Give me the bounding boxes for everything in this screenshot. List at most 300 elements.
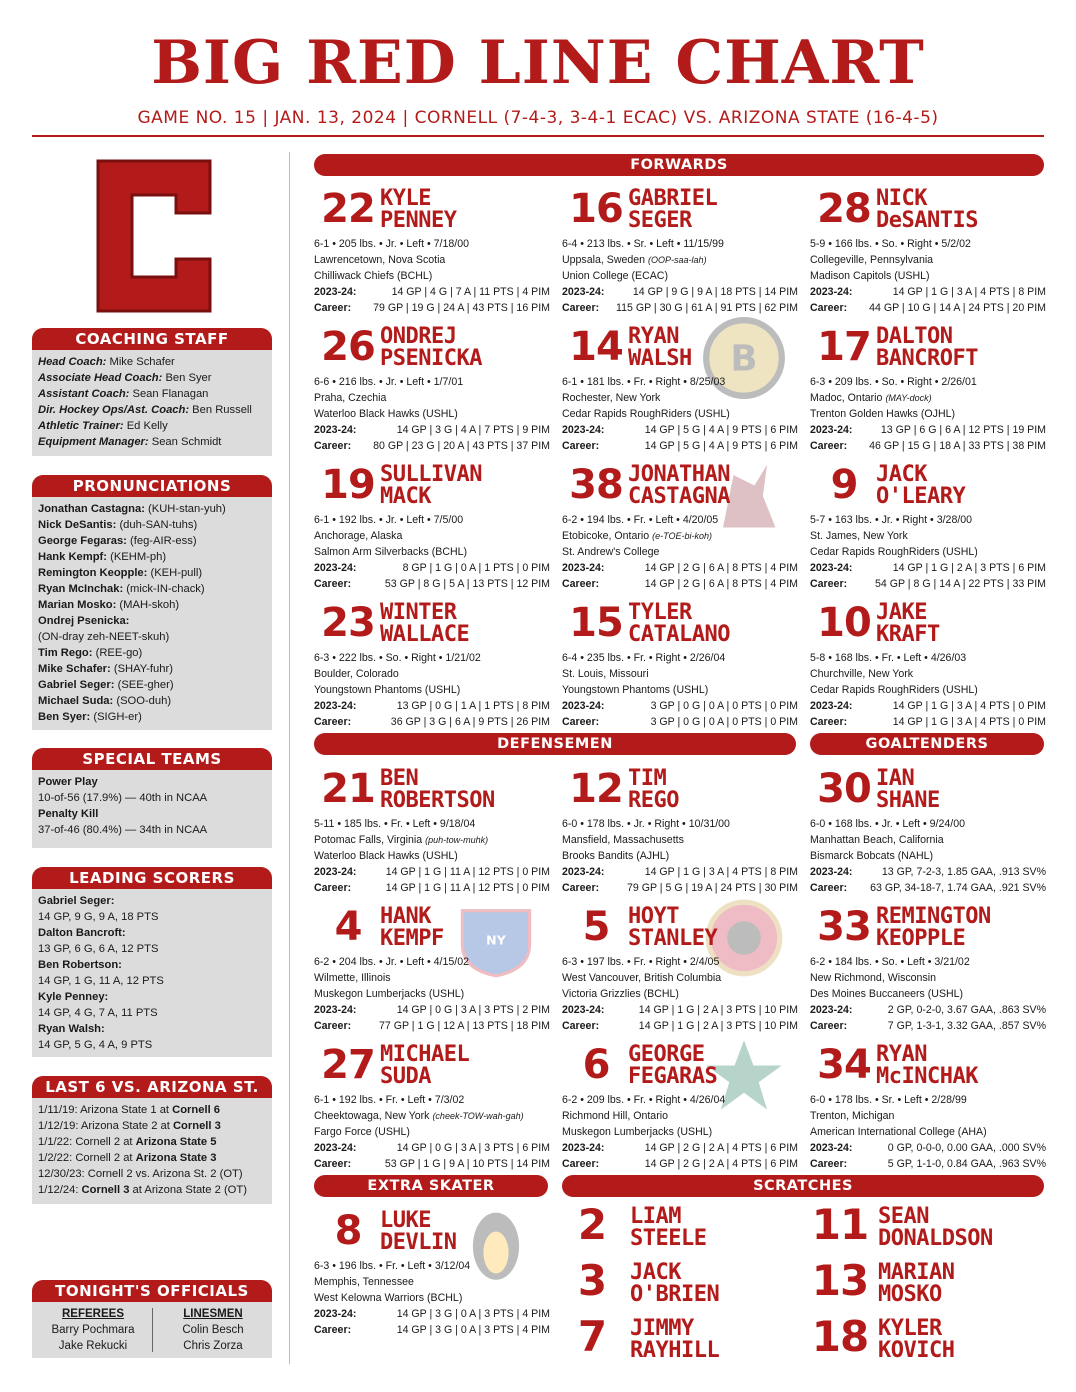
- career-value: 14 GP | 1 G | 11 A | 12 PTS | 0 PIM: [385, 882, 550, 894]
- hometown-text: Trenton, Michigan: [810, 1110, 895, 1122]
- player-first-name: TIM: [628, 766, 667, 791]
- scorer-name-text: Ryan Walsh:: [38, 1023, 105, 1035]
- player-last-name: ROBERTSON: [380, 788, 495, 813]
- player-card: [314, 324, 550, 452]
- player-card: [314, 462, 550, 590]
- pronunciation-row: [38, 645, 266, 661]
- hometown-text: Uppsala, Sweden: [562, 254, 646, 266]
- hometown-text: Rochester, New York: [562, 392, 661, 404]
- power-play-label: Power Play: [38, 776, 98, 788]
- season-value: 8 GP | 1 G | 0 A | 1 PTS | 0 PIM: [402, 562, 550, 574]
- hometown-text: Churchville, New York: [810, 668, 914, 680]
- player-bio: 6-1 • 205 lbs. • Jr. • Left • 7/18/00: [314, 238, 469, 250]
- season-value: 14 GP | 2 G | 6 A | 8 PTS | 4 PIM: [644, 562, 798, 574]
- scorer-name-text: Dalton Bancroft:: [38, 927, 126, 939]
- career-value: 46 GP | 15 G | 18 A | 33 PTS | 38 PIM: [869, 440, 1046, 452]
- result-row: [38, 1134, 266, 1150]
- season-value: 14 GP | 3 G | 0 A | 3 PTS | 4 PIM: [396, 1308, 550, 1320]
- season-label: 2023-24:: [810, 562, 853, 574]
- player-name: [628, 1044, 717, 1088]
- player-info: [314, 512, 550, 592]
- pronunciation-guide: (SEE-gher): [114, 679, 174, 691]
- player-info: [810, 954, 1046, 1034]
- player-name: [878, 1318, 954, 1362]
- player-last-name: KEOPPLE: [876, 926, 966, 951]
- player-first-name: RYAN: [628, 324, 679, 349]
- scorer-line: 14 GP, 1 G, 11 A, 12 PTS: [38, 975, 164, 987]
- player-card: [314, 904, 550, 1032]
- season-label: 2023-24:: [314, 700, 357, 712]
- pronunciation-row: [38, 677, 266, 693]
- officials-title: TONIGHT'S OFFICIALS: [32, 1280, 272, 1302]
- player-first-name: SEAN: [878, 1204, 929, 1229]
- previous-team: West Kelowna Warriors (BCHL): [314, 1292, 463, 1304]
- player-first-name: LIAM: [630, 1204, 681, 1229]
- hometown-pronunciation: (OOP-saa-lah): [648, 255, 707, 265]
- jersey-number: 2: [577, 1200, 607, 1249]
- previous-team: Fargo Force (USHL): [314, 1126, 410, 1138]
- jersey-number: 23: [321, 600, 375, 646]
- player-last-name: RAYHILL: [630, 1338, 720, 1363]
- season-label: 2023-24:: [314, 286, 357, 298]
- career-label: Career:: [314, 1020, 352, 1032]
- career-stats: [314, 576, 550, 592]
- pronunciation-name: Ondrej Psenicka:: [38, 615, 130, 627]
- season-value: 14 GP | 1 G | 3 A | 4 PTS | 8 PIM: [892, 286, 1046, 298]
- player-first-name: KYLE: [380, 186, 431, 211]
- coach-row: [38, 370, 266, 386]
- player-last-name: McINCHAK: [876, 1064, 978, 1089]
- jersey-number: 28: [817, 186, 871, 232]
- pronunciation-name: George Fegaras:: [38, 535, 127, 547]
- previous-team: Waterloo Black Hawks (USHL): [314, 408, 458, 420]
- season-label: 2023-24:: [314, 1004, 357, 1016]
- player-last-name: KRAFT: [876, 622, 940, 647]
- hometown-text: Etobicoke, Ontario: [562, 530, 650, 542]
- pronunciation-guide: (SIGH-er): [90, 711, 142, 723]
- previous-team: Union College (ECAC): [562, 270, 668, 282]
- player-info: [314, 1258, 550, 1338]
- hometown-text: Cheektowaga, New York: [314, 1110, 430, 1122]
- career-stats: [562, 714, 798, 730]
- career-label: Career:: [810, 1020, 848, 1032]
- player-card: [562, 324, 798, 452]
- season-stats: [314, 422, 550, 438]
- player-name: [380, 464, 482, 508]
- jersey-number: 33: [817, 904, 871, 950]
- jersey-number: 6: [582, 1042, 610, 1088]
- last-six-panel: [32, 1098, 272, 1204]
- player-last-name: PSENICKA: [380, 346, 482, 371]
- player-bio: 6-3 • 209 lbs. • So. • Right • 2/26/01: [810, 376, 977, 388]
- player-name: [630, 1206, 706, 1250]
- career-value: 14 GP | 1 G | 3 A | 4 PTS | 0 PIM: [892, 716, 1046, 728]
- coach-name: Ben Syer: [162, 372, 212, 384]
- player-info: [810, 236, 1046, 316]
- player-name: [876, 188, 978, 232]
- pronunciation-guide: (feg-AIR-ess): [126, 535, 197, 547]
- scratch-player: [562, 1202, 792, 1256]
- coach-role: Assistant Coach:: [38, 388, 130, 400]
- player-card: [562, 1042, 798, 1170]
- season-stats: [314, 560, 550, 576]
- jersey-number: 12: [569, 766, 623, 812]
- player-name: [628, 906, 717, 950]
- career-value: 7 GP, 1-3-1, 3.32 GAA, .857 SV%: [887, 1020, 1046, 1032]
- player-card: [810, 462, 1046, 590]
- player-name: [876, 906, 991, 950]
- player-hometown: [562, 832, 798, 848]
- pronunciations-title: PRONUNCIATIONS: [32, 475, 272, 497]
- player-last-name: PENNEY: [380, 208, 457, 233]
- scorer-line: 13 GP, 6 G, 6 A, 12 PTS: [38, 943, 159, 955]
- player-last-name: REGO: [628, 788, 679, 813]
- career-value: 14 GP | 3 G | 0 A | 3 PTS | 4 PIM: [396, 1324, 550, 1336]
- season-stats: [562, 1140, 798, 1156]
- career-label: Career:: [562, 578, 600, 590]
- player-bio: 6-3 • 197 lbs. • Fr. • Right • 2/4/05: [562, 956, 720, 968]
- pronunciation-name: Marian Mosko:: [38, 599, 117, 611]
- pronunciation-guide: (SOO-duh): [113, 695, 172, 707]
- player-last-name: MACK: [380, 484, 431, 509]
- previous-team: American International College (AHA): [810, 1126, 987, 1138]
- career-value: 5 GP, 1-1-0, 0.84 GAA, .963 SV%: [887, 1158, 1046, 1170]
- career-value: 54 GP | 8 G | 14 A | 22 PTS | 33 PIM: [875, 578, 1046, 590]
- career-label: Career:: [314, 716, 352, 728]
- player-name: [876, 602, 940, 646]
- season-stats: [314, 284, 550, 300]
- player-first-name: RYAN: [876, 1042, 927, 1067]
- player-info: [562, 954, 798, 1034]
- season-value: 14 GP | 4 G | 7 A | 11 PTS | 4 PIM: [391, 286, 550, 298]
- player-bio: 6-4 • 213 lbs. • Sr. • Left • 11/15/99: [562, 238, 724, 250]
- player-info: [810, 1092, 1046, 1172]
- pronunciation-row: [38, 661, 266, 677]
- hometown-text: St. James, New York: [810, 530, 908, 542]
- player-bio: 6-6 • 216 lbs. • Jr. • Left • 1/7/01: [314, 376, 464, 388]
- jersey-number: 19: [321, 462, 375, 508]
- pronunciation-row: [38, 565, 266, 581]
- player-first-name: MARIAN: [878, 1260, 955, 1285]
- season-value: 13 GP | 6 G | 6 A | 12 PTS | 19 PIM: [880, 424, 1046, 436]
- scratch-player: [562, 1314, 792, 1368]
- career-stats: [314, 300, 550, 316]
- player-card: [314, 1208, 550, 1336]
- jersey-number: 22: [321, 186, 375, 232]
- jersey-number: 5: [582, 904, 610, 950]
- player-bio: 6-2 • 184 lbs. • So. • Left • 3/21/02: [810, 956, 970, 968]
- season-stats: [562, 284, 798, 300]
- career-value: 79 GP | 19 G | 24 A | 43 PTS | 16 PIM: [373, 302, 550, 314]
- previous-team: Youngstown Phantoms (USHL): [314, 684, 461, 696]
- season-stats: [810, 698, 1046, 714]
- result-text: 1/11/19: Arizona State 1 at: [38, 1104, 173, 1116]
- season-stats: [562, 1002, 798, 1018]
- career-label: Career:: [562, 716, 600, 728]
- player-last-name: WALLACE: [380, 622, 470, 647]
- career-stats: [810, 880, 1046, 896]
- player-info: [314, 650, 550, 730]
- player-last-name: WALSH: [628, 346, 692, 371]
- career-label: Career:: [314, 1158, 352, 1170]
- player-hometown: [562, 528, 798, 544]
- hometown-text: Memphis, Tennessee: [314, 1276, 414, 1288]
- player-name: [878, 1262, 954, 1306]
- season-value: 14 GP | 0 G | 3 A | 3 PTS | 2 PIM: [396, 1004, 550, 1016]
- player-name: [628, 326, 692, 370]
- career-value: 14 GP | 2 G | 2 A | 4 PTS | 6 PIM: [644, 1158, 798, 1170]
- player-first-name: JIMMY: [630, 1316, 694, 1341]
- player-card: [810, 766, 1046, 894]
- season-value: 13 GP | 0 G | 1 A | 1 PTS | 8 PIM: [396, 700, 550, 712]
- pronunciation-name: Michael Suda:: [38, 695, 114, 707]
- player-last-name: STANLEY: [628, 926, 718, 951]
- scorer-line: 14 GP, 9 G, 9 A, 18 PTS: [38, 911, 159, 923]
- pronunciation-guide: (mick-IN-chack): [123, 583, 205, 595]
- coach-role: Associate Head Coach:: [38, 372, 163, 384]
- player-bio: 5-11 • 185 lbs. • Fr. • Left • 9/18/04: [314, 818, 476, 830]
- player-card: [314, 1042, 550, 1170]
- pronunciation-row: [38, 581, 266, 597]
- player-last-name: KEMPF: [380, 926, 444, 951]
- season-label: 2023-24:: [810, 1142, 853, 1154]
- career-label: Career:: [562, 882, 600, 894]
- pronunciation-row: [38, 709, 266, 725]
- coach-name: Mike Schafer: [106, 356, 175, 368]
- player-first-name: HOYT: [628, 904, 679, 929]
- svg-text:NY: NY: [486, 932, 506, 948]
- player-card: [562, 904, 798, 1032]
- hometown-text: New Richmond, Wisconsin: [810, 972, 936, 984]
- officials-panel: [32, 1302, 272, 1358]
- player-name: [628, 602, 730, 646]
- player-bio: 6-2 • 209 lbs. • Fr. • Right • 4/26/04: [562, 1094, 726, 1106]
- scorer-name-text: Kyle Penney:: [38, 991, 109, 1003]
- career-label: Career:: [314, 440, 352, 452]
- season-value: 14 GP | 0 G | 3 A | 3 PTS | 6 PIM: [396, 1142, 550, 1154]
- career-stats: [314, 880, 550, 896]
- hometown-text: Anchorage, Alaska: [314, 530, 403, 542]
- jersey-number: 15: [569, 600, 623, 646]
- player-card: [562, 462, 798, 590]
- career-stats: [562, 576, 798, 592]
- player-name: [380, 602, 469, 646]
- jersey-number: 27: [321, 1042, 375, 1088]
- player-card: [810, 324, 1046, 452]
- previous-team: Cedar Rapids RoughRiders (USHL): [810, 546, 978, 558]
- season-value: 0 GP, 0-0-0, 0.00 GAA, .000 SV%: [887, 1142, 1046, 1154]
- season-stats: [810, 560, 1046, 576]
- special-teams-title: SPECIAL TEAMS: [32, 748, 272, 770]
- player-name: [876, 326, 978, 370]
- season-stats: [810, 864, 1046, 880]
- player-hometown: [314, 1274, 550, 1290]
- season-value: 14 GP | 1 G | 3 A | 4 PTS | 8 PIM: [644, 866, 798, 878]
- svg-text:B: B: [730, 338, 758, 380]
- career-stats: [562, 1156, 798, 1172]
- career-value: 79 GP | 5 G | 19 A | 24 PTS | 30 PIM: [627, 882, 798, 894]
- result-winner: Cornell 3: [172, 1120, 221, 1132]
- pronunciation-guide: (KEH-pull): [147, 567, 203, 579]
- player-last-name: O'LEARY: [876, 484, 966, 509]
- career-label: Career:: [810, 716, 848, 728]
- player-info: [562, 236, 798, 316]
- hometown-text: St. Louis, Missouri: [562, 668, 649, 680]
- player-first-name: HANK: [380, 904, 431, 929]
- hometown-text: Wilmette, Illinois: [314, 972, 391, 984]
- career-stats: [562, 438, 798, 454]
- result-row: [38, 1150, 266, 1166]
- player-info: [562, 374, 798, 454]
- column-divider: [289, 152, 290, 1364]
- player-card: [314, 766, 550, 894]
- season-value: 14 GP | 9 G | 9 A | 18 PTS | 14 PIM: [632, 286, 798, 298]
- player-name: [630, 1318, 719, 1362]
- linesman-name: Chris Zorza: [183, 1340, 243, 1352]
- season-label: 2023-24:: [810, 1004, 853, 1016]
- coach-row: [38, 418, 266, 434]
- player-last-name: SHANE: [876, 788, 940, 813]
- player-first-name: SULLIVAN: [380, 462, 482, 487]
- player-first-name: REMINGTON: [876, 904, 991, 929]
- pronunciation-row: [38, 597, 266, 613]
- career-stats: [314, 1322, 550, 1338]
- player-hometown: [562, 1108, 798, 1124]
- jersey-number: 34: [817, 1042, 871, 1088]
- career-label: Career:: [810, 1158, 848, 1170]
- player-hometown: [562, 390, 798, 406]
- player-bio: 6-4 • 235 lbs. • Fr. • Right • 2/26/04: [562, 652, 726, 664]
- previous-team: Salmon Arm Silverbacks (BCHL): [314, 546, 468, 558]
- season-stats: [562, 864, 798, 880]
- player-bio: 6-0 • 178 lbs. • Jr. • Right • 10/31/00: [562, 818, 730, 830]
- player-bio: 6-2 • 194 lbs. • Fr. • Left • 4/20/05: [562, 514, 719, 526]
- season-label: 2023-24:: [314, 562, 357, 574]
- scorer-line: 14 GP, 4 G, 7 A, 11 PTS: [38, 1007, 158, 1019]
- scratches-header: SCRATCHES: [562, 1175, 1044, 1197]
- hometown-text: Boulder, Colorado: [314, 668, 399, 680]
- hometown-pronunciation: (MAY-dock): [885, 393, 932, 403]
- pronunciation-name: Tim Rego:: [38, 647, 93, 659]
- season-value: 14 GP | 2 G | 2 A | 4 PTS | 6 PIM: [644, 1142, 798, 1154]
- scorer-name: [38, 893, 266, 909]
- pronunciation-row: [38, 517, 266, 533]
- player-first-name: GABRIEL: [628, 186, 718, 211]
- jersey-number: 38: [569, 462, 623, 508]
- player-hometown: [562, 252, 798, 268]
- player-hometown: [562, 666, 798, 682]
- player-hometown: [314, 970, 550, 986]
- career-value: 3 GP | 0 G | 0 A | 0 PTS | 0 PIM: [650, 716, 798, 728]
- player-name: [878, 1206, 993, 1250]
- player-hometown: [810, 1108, 1046, 1124]
- career-stats: [562, 880, 798, 896]
- result-winner: Cornell 3: [81, 1184, 130, 1196]
- jersey-number: 16: [569, 186, 623, 232]
- player-name: [380, 768, 495, 812]
- extra-skater-header: EXTRA SKATER: [314, 1175, 548, 1197]
- player-last-name: CASTAGNA: [628, 484, 730, 509]
- previous-team: Muskegon Lumberjacks (USHL): [314, 988, 465, 1000]
- player-info: [314, 236, 550, 316]
- player-info: [314, 374, 550, 454]
- career-value: 44 GP | 10 G | 14 A | 24 PTS | 20 PIM: [869, 302, 1046, 314]
- jersey-number: 14: [569, 324, 623, 370]
- player-last-name: SEGER: [628, 208, 692, 233]
- defensemen-header: DEFENSEMEN: [314, 733, 796, 755]
- player-bio: 6-1 • 192 lbs. • Jr. • Left • 7/5/00: [314, 514, 464, 526]
- officials-divider: [152, 1308, 153, 1352]
- player-bio: 6-0 • 178 lbs. • Sr. • Left • 2/28/99: [810, 1094, 967, 1106]
- career-value: 36 GP | 3 G | 6 A | 9 PTS | 26 PIM: [390, 716, 550, 728]
- coach-name: Sean Flanagan: [129, 388, 209, 400]
- career-label: Career:: [314, 882, 352, 894]
- player-last-name: FEGARAS: [628, 1064, 718, 1089]
- player-hometown: [810, 666, 1046, 682]
- career-stats: [810, 576, 1046, 592]
- forwards-header: FORWARDS: [314, 154, 1044, 176]
- referee-name: Jake Rekucki: [58, 1340, 128, 1352]
- season-label: 2023-24:: [562, 700, 605, 712]
- result-row: [38, 1118, 266, 1134]
- player-first-name: KYLER: [878, 1316, 942, 1341]
- career-stats: [810, 1156, 1046, 1172]
- player-hometown: [810, 252, 1046, 268]
- season-stats: [562, 698, 798, 714]
- previous-team: Des Moines Buccaneers (USHL): [810, 988, 964, 1000]
- scratch-player: [810, 1258, 1040, 1312]
- pronunciation-guide: (MAH-skoh): [116, 599, 180, 611]
- player-last-name: DONALDSON: [878, 1226, 993, 1251]
- jersey-number: 10: [817, 600, 871, 646]
- pronunciation-name: Hank Kempf:: [38, 551, 107, 563]
- season-stats: [810, 1002, 1046, 1018]
- jersey-number: 7: [577, 1312, 607, 1361]
- player-info: [562, 1092, 798, 1172]
- hometown-text: Manhattan Beach, California: [810, 834, 944, 846]
- scorer-name-text: Gabriel Seger:: [38, 895, 115, 907]
- player-first-name: NICK: [876, 186, 927, 211]
- result-text: at Arizona State 2 (OT): [129, 1184, 247, 1196]
- career-value: 14 GP | 2 G | 6 A | 8 PTS | 4 PIM: [644, 578, 798, 590]
- pronunciation-guide: (KEHM-ph): [107, 551, 167, 563]
- game-subtitle: GAME NO. 15 | JAN. 13, 2024 | CORNELL (7-4-3, 3-4-1 ECAC) VS. ARIZONA STATE (16-4-5): [137, 108, 939, 128]
- referees-header: REFEREES: [62, 1308, 124, 1320]
- coach-row: [38, 434, 266, 450]
- season-stats: [314, 1306, 550, 1322]
- linesmen-column: [158, 1306, 268, 1354]
- hometown-text: Mansfield, Massachusetts: [562, 834, 684, 846]
- season-stats: [562, 422, 798, 438]
- player-name: [628, 464, 730, 508]
- result-row: [38, 1102, 266, 1118]
- player-last-name: STEELE: [630, 1226, 707, 1251]
- player-first-name: JONATHAN: [628, 462, 730, 487]
- hometown-pronunciation: (puh-tow-muhk): [425, 835, 489, 845]
- player-info: [562, 816, 798, 896]
- player-last-name: O'BRIEN: [630, 1282, 720, 1307]
- cornell-c-logo: [92, 155, 216, 317]
- career-stats: [810, 438, 1046, 454]
- player-first-name: DALTON: [876, 324, 953, 349]
- player-name: [628, 768, 679, 812]
- player-hometown: [314, 1108, 550, 1124]
- previous-team: Victoria Grizzlies (BCHL): [562, 988, 679, 1000]
- hometown-text: Potomac Falls, Virginia: [314, 834, 423, 846]
- scorer-name: [38, 925, 266, 941]
- coach-role: Head Coach:: [38, 356, 107, 368]
- season-label: 2023-24:: [810, 700, 853, 712]
